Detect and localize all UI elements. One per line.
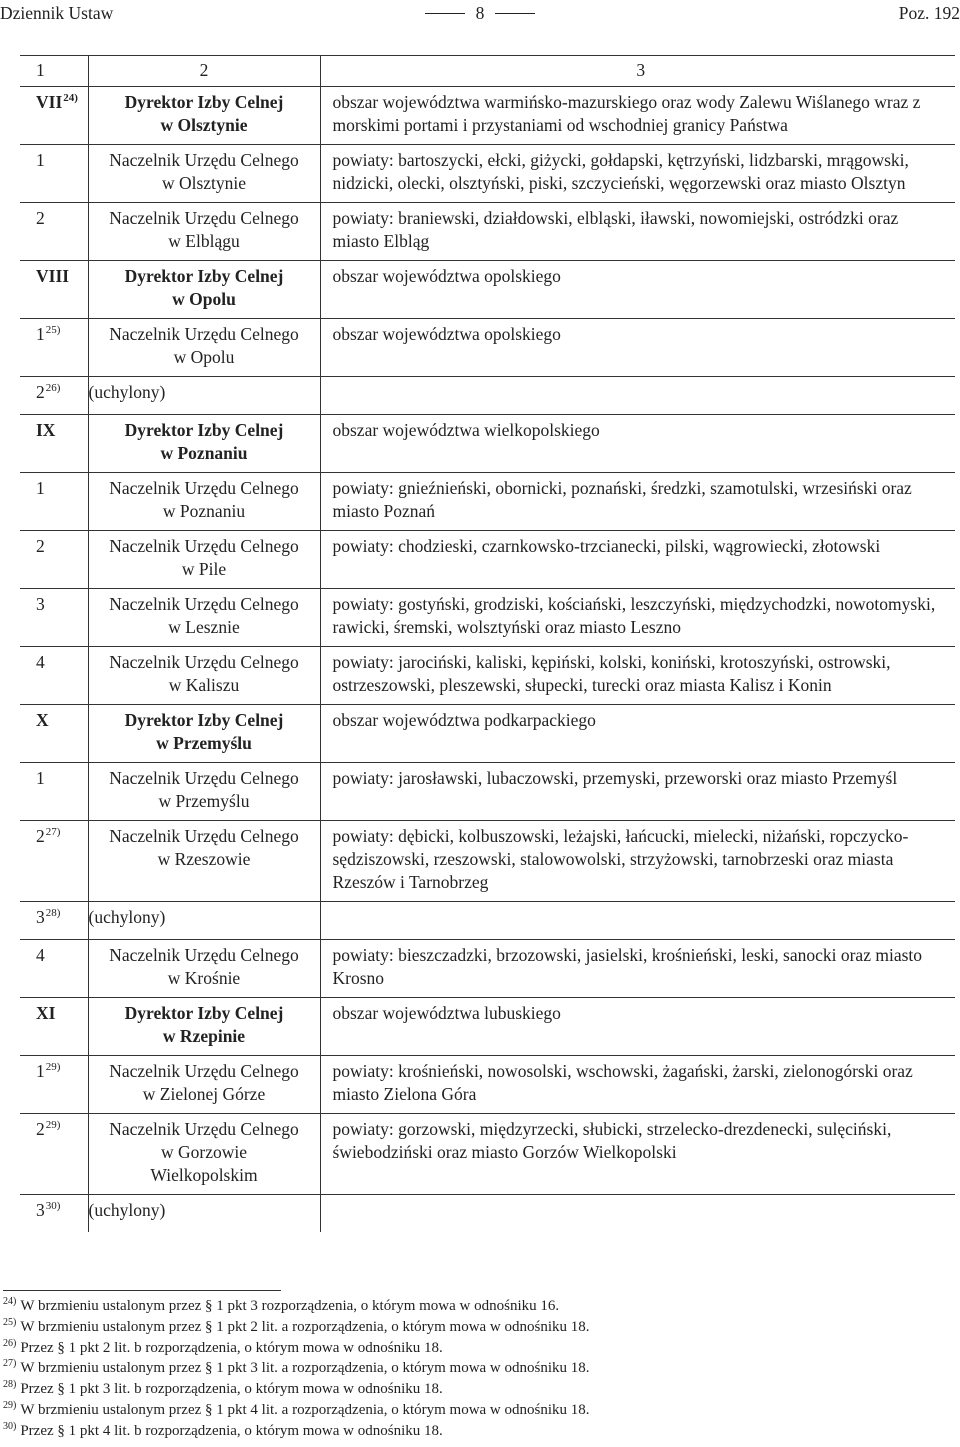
page-number: 8 (475, 3, 485, 23)
name-line: w Poznaniu (162, 501, 246, 521)
name-line: Naczelnik Urzędu Celnego (109, 826, 299, 846)
jurisdiction-area: obszar województwa opolskiego (320, 261, 955, 319)
name-line: Naczelnik Urzędu Celnego (109, 1061, 299, 1081)
footnote-ref: 24) (63, 92, 78, 104)
row-number (20, 415, 88, 473)
page-header (0, 0, 960, 30)
jurisdiction-area: powiaty: chodzieski, czarnkowsko-trzcianecki, pilski, wągrowiecki, złotowski (320, 531, 955, 589)
jurisdiction-area: powiaty: dębicki, kolbuszowski, leżajski, łańcucki, mielecki, niżański, ropczycko-sędziszowski, rzeszowski, stalowowolski, strzyżowski, tarnobrzeski oraz miasta Rzeszów i Tarnobrzeg (320, 821, 955, 902)
footnote-mark: 24) (3, 1296, 17, 1307)
name-line: w Przemyślu (156, 733, 252, 753)
name-line: Naczelnik Urzędu Celnego (109, 652, 299, 672)
row-number-text: 3 (36, 594, 45, 614)
col-header-1: 1 (20, 56, 88, 87)
repealed-text: (uchylony) (88, 377, 320, 415)
name-line: w Elblągu (168, 231, 240, 251)
jurisdiction-area: powiaty: bartoszycki, ełcki, giżycki, gołdapski, kętrzyński, lidzbarski, mrągowski, nidzicki, olecki, olsztyński, piski, szczycieński, węgorzewski oraz miasto Olsztyn (320, 145, 955, 203)
name-line: w Przemyślu (158, 791, 250, 811)
name-line: w Kaliszu (168, 675, 240, 695)
repealed-row (20, 1195, 955, 1233)
footnote-mark: 30) (3, 1420, 17, 1432)
office-row (20, 145, 955, 203)
row-number-text: XI (36, 1003, 56, 1023)
footnotes (2, 1290, 942, 1443)
name-line: w Opolu (172, 289, 236, 309)
office-name (88, 1056, 320, 1114)
footnote-ref: 27) (45, 826, 61, 838)
jurisdiction-area: powiaty: gostyński, grodziski, kościański, leszczyński, międzychodzki, nowotomyski, rawicki, śremski, wolsztyński oraz miasto Leszno (320, 589, 955, 647)
row-number-text: 1 (36, 324, 45, 344)
chamber-name (88, 415, 320, 473)
jurisdiction-area: powiaty: krośnieński, nowosolski, wschowski, żagański, żarski, zielonogórski oraz miasto Zielona Góra (320, 1056, 955, 1114)
row-number-text: 1 (36, 150, 45, 170)
office-row (20, 203, 955, 261)
row-number (20, 1056, 88, 1114)
office-name (88, 647, 320, 705)
row-number-text: 1 (36, 768, 45, 788)
jurisdiction-area: obszar województwa podkarpackiego (320, 705, 955, 763)
office-row (20, 319, 955, 377)
jurisdiction-area: obszar województwa opolskiego (320, 319, 955, 377)
row-number (20, 902, 88, 940)
footnote-text: W brzmieniu ustalonym przez § 1 pkt 2 lit. a rozporządzenia, o którym mowa w odnośniku 18. (20, 1318, 590, 1335)
row-number (20, 998, 88, 1056)
name-line: w Lesznie (168, 617, 240, 637)
footnote-mark: 26) (3, 1337, 17, 1349)
jurisdiction-area: powiaty: jarosławski, lubaczowski, przemyski, przeworski oraz miasto Przemyśl (320, 763, 955, 821)
name-line: Naczelnik Urzędu Celnego (109, 945, 299, 965)
office-name (88, 940, 320, 998)
name-line: Naczelnik Urzędu Celnego (109, 536, 299, 556)
footnote-text: W brzmieniu ustalonym przez § 1 pkt 3 lit. a rozporządzenia, o którym mowa w odnośniku 18. (20, 1360, 590, 1377)
office-row (20, 763, 955, 821)
row-number (20, 1114, 88, 1195)
office-row (20, 531, 955, 589)
office-name (88, 203, 320, 261)
name-line: w Zielonej Górze (142, 1084, 266, 1104)
row-number (20, 821, 88, 902)
row-number (20, 473, 88, 531)
row-number (20, 319, 88, 377)
name-line: w Gorzowie (160, 1142, 247, 1162)
row-number (20, 145, 88, 203)
repealed-row (20, 377, 955, 415)
office-name (88, 763, 320, 821)
jurisdiction-area: powiaty: braniewski, działdowski, elbląski, iławski, nowomiejski, ostródzki oraz miasto Elbląg (320, 203, 955, 261)
office-name (88, 589, 320, 647)
chamber-name (88, 87, 320, 145)
name-line: w Poznaniu (160, 443, 248, 463)
name-line: Naczelnik Urzędu Celnego (109, 478, 299, 498)
footnote-ref: 25) (45, 324, 61, 336)
row-number (20, 87, 88, 145)
row-number-text: 4 (36, 652, 45, 672)
row-number-text: 1 (36, 1061, 45, 1081)
office-row (20, 940, 955, 998)
chamber-row (20, 261, 955, 319)
name-line: Dyrektor Izby Celnej (124, 266, 284, 286)
office-name (88, 145, 320, 203)
col-header-2: 2 (88, 56, 320, 87)
name-line: w Pile (181, 559, 227, 579)
customs-offices-table (20, 55, 955, 1232)
row-number (20, 589, 88, 647)
footnote-text: Przez § 1 pkt 2 lit. b rozporządzenia, o którym mowa w odnośniku 18. (20, 1339, 443, 1356)
row-number-text: 3 (36, 1200, 45, 1220)
office-row (20, 589, 955, 647)
jurisdiction-area: powiaty: gorzowski, międzyrzecki, słubicki, strzelecko-drezdenecki, sulęciński, świebodziński oraz miasto Gorzów Wielkopolski (320, 1114, 955, 1195)
area-cell-empty (320, 902, 955, 940)
name-line: Naczelnik Urzędu Celnego (109, 150, 299, 170)
footnote-ref: 28) (45, 907, 61, 919)
footnote (2, 1380, 942, 1401)
name-line: w Opolu (173, 347, 235, 367)
jurisdiction-area: obszar województwa lubuskiego (320, 998, 955, 1056)
repealed-text: (uchylony) (88, 902, 320, 940)
repealed-text: (uchylony) (88, 1195, 320, 1233)
footnote-text: Przez § 1 pkt 4 lit. b rozporządzenia, o którym mowa w odnośniku 18. (20, 1422, 443, 1439)
footnote-ref: 29) (45, 1061, 61, 1073)
header-dash-right (495, 13, 535, 14)
footnote-text: W brzmieniu ustalonym przez § 1 pkt 3 rozporządzenia, o którym mowa w odnośniku 16. (20, 1298, 560, 1314)
name-line: Naczelnik Urzędu Celnego (109, 208, 299, 228)
name-line: Dyrektor Izby Celnej (124, 420, 284, 440)
jurisdiction-area: powiaty: bieszczadzki, brzozowski, jasielski, krośnieński, leski, sanocki oraz miasto Krosno (320, 940, 955, 998)
office-name (88, 473, 320, 531)
name-line: w Rzepinie (162, 1026, 246, 1046)
row-number (20, 261, 88, 319)
footnote-ref: 26) (45, 382, 61, 394)
name-line: Dyrektor Izby Celnej (124, 92, 284, 112)
footnote (2, 1359, 942, 1380)
row-number (20, 1195, 88, 1233)
name-line: Naczelnik Urzędu Celnego (109, 768, 299, 788)
footnote-ref: 30) (45, 1200, 61, 1212)
footnote (2, 1339, 942, 1360)
jurisdiction-area: obszar województwa wielkopolskiego (320, 415, 955, 473)
row-number (20, 647, 88, 705)
row-number (20, 377, 88, 415)
row-number-text: 2 (36, 1119, 45, 1139)
row-number-text: 2 (36, 826, 45, 846)
row-number-text: 2 (36, 536, 45, 556)
footnote-mark: 27) (3, 1358, 17, 1370)
footnote-text: Przez § 1 pkt 3 lit. b rozporządzenia, o którym mowa w odnośniku 18. (20, 1381, 443, 1398)
chamber-row (20, 705, 955, 763)
office-row (20, 647, 955, 705)
jurisdiction-area: obszar województwa warmińsko-mazurskiego oraz wody Zalewu Wiślanego wraz z morskimi portami i przystaniami od wschodniej granicy Państwa (320, 87, 955, 145)
chamber-row (20, 87, 955, 145)
row-number-text: 1 (36, 478, 45, 498)
journal-title: Dziennik Ustaw (0, 3, 114, 23)
footnote-rule (3, 1290, 281, 1291)
area-cell-empty (320, 1195, 955, 1233)
row-number-text: X (36, 710, 49, 730)
office-name (88, 1114, 320, 1195)
row-number (20, 763, 88, 821)
office-row (20, 473, 955, 531)
row-number (20, 531, 88, 589)
row-number-text: VII (36, 92, 63, 112)
row-number (20, 940, 88, 998)
footnote-mark: 28) (3, 1379, 17, 1391)
table-header-row (20, 56, 955, 87)
jurisdiction-area: powiaty: jarociński, kaliski, kępiński, kolski, koniński, krotoszyński, ostrowski, ostrzeszowski, pleszewski, słupecki, turecki oraz miasta Kalisz i Konin (320, 647, 955, 705)
office-name (88, 319, 320, 377)
repealed-row (20, 902, 955, 940)
office-row (20, 1114, 955, 1195)
name-line: w Krośnie (167, 968, 241, 988)
footnote-mark: 29) (3, 1399, 17, 1411)
footnote (2, 1318, 942, 1339)
name-line: Naczelnik Urzędu Celnego (109, 594, 299, 614)
office-name (88, 531, 320, 589)
footnote-text: W brzmieniu ustalonym przez § 1 pkt 4 lit. a rozporządzenia, o którym mowa w odnośniku 18. (20, 1401, 590, 1418)
chamber-row (20, 415, 955, 473)
area-cell-empty (320, 377, 955, 415)
row-number-text: 2 (36, 208, 45, 228)
footnote (2, 1422, 942, 1443)
chamber-name (88, 261, 320, 319)
row-number (20, 203, 88, 261)
row-number-text: VIII (36, 266, 70, 286)
name-line: Naczelnik Urzędu Celnego (109, 1119, 299, 1139)
name-line: Wielkopolskim (150, 1165, 258, 1185)
office-row (20, 1056, 955, 1114)
name-line: w Rzeszowie (157, 849, 251, 869)
footnote (2, 1297, 942, 1318)
row-number (20, 705, 88, 763)
chamber-row (20, 998, 955, 1056)
name-line: Naczelnik Urzędu Celnego (109, 324, 299, 344)
row-number-text: IX (36, 420, 56, 440)
row-number-text: 2 (36, 382, 45, 402)
col-header-3: 3 (320, 56, 955, 87)
row-number-text: 3 (36, 907, 45, 927)
office-row (20, 821, 955, 902)
name-line: Dyrektor Izby Celnej (124, 1003, 284, 1023)
office-name (88, 821, 320, 902)
chamber-name (88, 998, 320, 1056)
chamber-name (88, 705, 320, 763)
jurisdiction-area: powiaty: gnieźnieński, obornicki, poznański, średzki, szamotulski, wrzesiński oraz miasto Poznań (320, 473, 955, 531)
name-line: w Olsztynie (160, 115, 248, 135)
footnote-mark: 25) (3, 1316, 17, 1328)
name-line: w Olsztynie (161, 173, 247, 193)
position-number: Poz. 192 (898, 3, 960, 23)
row-number-text: 4 (36, 945, 45, 965)
footnote (2, 1401, 942, 1422)
name-line: Dyrektor Izby Celnej (124, 710, 284, 730)
footnote-ref: 29) (45, 1119, 61, 1131)
